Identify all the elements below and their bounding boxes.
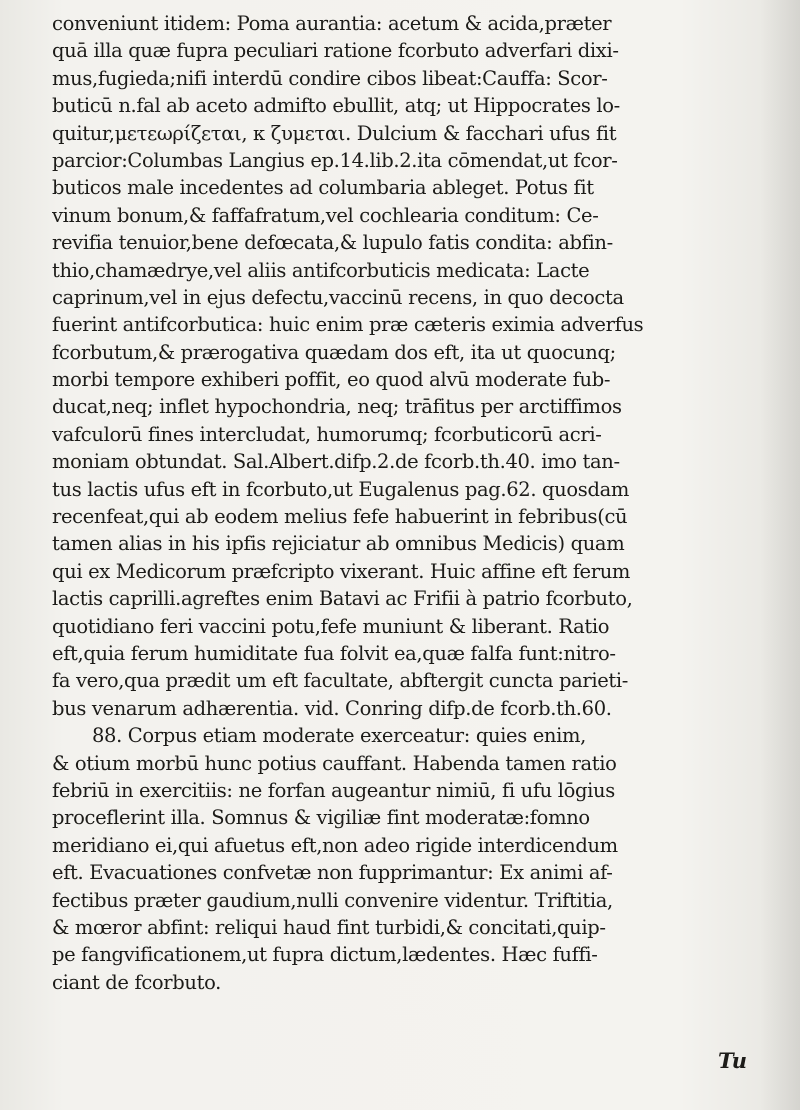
page-edge-shadow bbox=[760, 0, 800, 1110]
text-line: & otium morbū hunc potius cauffant. Habenda tamen ratio bbox=[52, 751, 617, 775]
text-line: quotidiano feri vaccini potu,fefe muniunt & liberant. Ratio bbox=[52, 614, 610, 638]
text-line: vinum bonum,& faffafratum,vel cochlearia conditum: Ce- bbox=[52, 203, 599, 227]
text-line: caprinum,vel in ejus defectu,vaccinū recens, in quo decocta bbox=[52, 285, 624, 309]
text-line: meridiano ei,qui afuetus eft,non adeo rigide interdicendum bbox=[52, 833, 618, 857]
text-line: fectibus præter gaudium,nulli convenire videntur. Triftitia, bbox=[52, 888, 613, 912]
text-line: revifia tenuior,bene defœcata,& lupulo fatis condita: abfin- bbox=[52, 231, 613, 255]
text-line: vafculorū fines intercludat, humorumq; fcorbuticorū acri- bbox=[52, 422, 602, 446]
text-line: eft,quia ferum humiditate fua folvit ea,quæ falfa funt:nitro- bbox=[52, 641, 616, 665]
text-line: qui ex Medicorum præfcripto vixerant. Huic affine eft ferum bbox=[52, 559, 631, 583]
text-line: & mœror abfint: reliqui haud fint turbidi,& concitati,quip- bbox=[52, 915, 606, 939]
text-line: quitur,μετεωρίζεται, κ ζυμεται. Dulcium & facchari ufus fit bbox=[52, 121, 617, 145]
text-line: thio,chamædrye,vel aliis antifcorbuticis medicata: Lacte bbox=[52, 258, 590, 282]
body-text bbox=[52, 10, 760, 996]
text-line: buticos male incedentes ad columbaria ableget. Potus fit bbox=[52, 176, 594, 200]
text-line: parcior:Columbas Langius ep.14.lib.2.ita cōmendat,ut fcor- bbox=[52, 148, 618, 172]
text-line: fcorbutum,& prærogativa quædam dos eft, ita ut quocunq; bbox=[52, 340, 616, 364]
text-line: fuerint antifcorbutica: huic enim præ cæteris eximia adverfus bbox=[52, 313, 644, 337]
text-line: ducat,neq; inflet hypochondria, neq; trāfitus per arctiffimos bbox=[52, 395, 622, 419]
text-line: moniam obtundat. Sal.Albert.difp.2.de fcorb.th.40. imo tan- bbox=[52, 450, 620, 474]
text-line: conveniunt itidem: Poma aurantia: acetum & acida,præter bbox=[52, 12, 612, 35]
text-line: mus,fugieda;nifi interdū condire cibos libeat:Cauffa: Scor- bbox=[52, 66, 608, 90]
text-line: recenfeat,qui ab eodem melius fefe habuerint in febribus(cū bbox=[52, 505, 628, 529]
text-line: eft. Evacuationes confvetæ non fupprimantur: Ex animi af- bbox=[52, 861, 613, 885]
text-line: bus venarum adhærentia. vid. Conring difp.de fcorb.th.60. bbox=[52, 696, 612, 720]
text-line: buticū n.fal ab aceto admifto ebullit, atq; ut Hippocrates lo- bbox=[52, 94, 620, 118]
text-line: tamen alias in his ipfis rejiciatur ab omnibus Medicis) quam bbox=[52, 532, 625, 556]
text-line: fa vero,qua prædit um eft facultate, abftergit cuncta parieti- bbox=[52, 669, 629, 693]
paragraph-88-start: 88. Corpus etiam moderate exerceatur: quies enim, bbox=[92, 724, 587, 748]
text-line: proceflerint illa. Somnus & vigiliæ fint moderatæ:fomno bbox=[52, 806, 590, 830]
catchword: Tu bbox=[718, 1048, 747, 1073]
text-line: ciant de fcorbuto. bbox=[52, 970, 221, 994]
text-line: pe fangvificationem,ut fupra dictum,lædentes. Hæc fuffi- bbox=[52, 943, 598, 967]
text-line: tus lactis ufus eft in fcorbuto,ut Eugalenus pag.62. quosdam bbox=[52, 477, 629, 501]
text-line: febriū in exercitiis: ne forfan augeantur nimiū, fi ufu lōgius bbox=[52, 778, 615, 802]
text-line: quā illa quæ fupra peculiari ratione fcorbuto adverfari dixi- bbox=[52, 39, 619, 63]
text-line: lactis caprilli.agreftes enim Batavi ac Frifii à patrio fcorbuto, bbox=[52, 587, 633, 611]
text-line: morbi tempore exhiberi poffit, eo quod alvū moderate fub- bbox=[52, 368, 611, 392]
